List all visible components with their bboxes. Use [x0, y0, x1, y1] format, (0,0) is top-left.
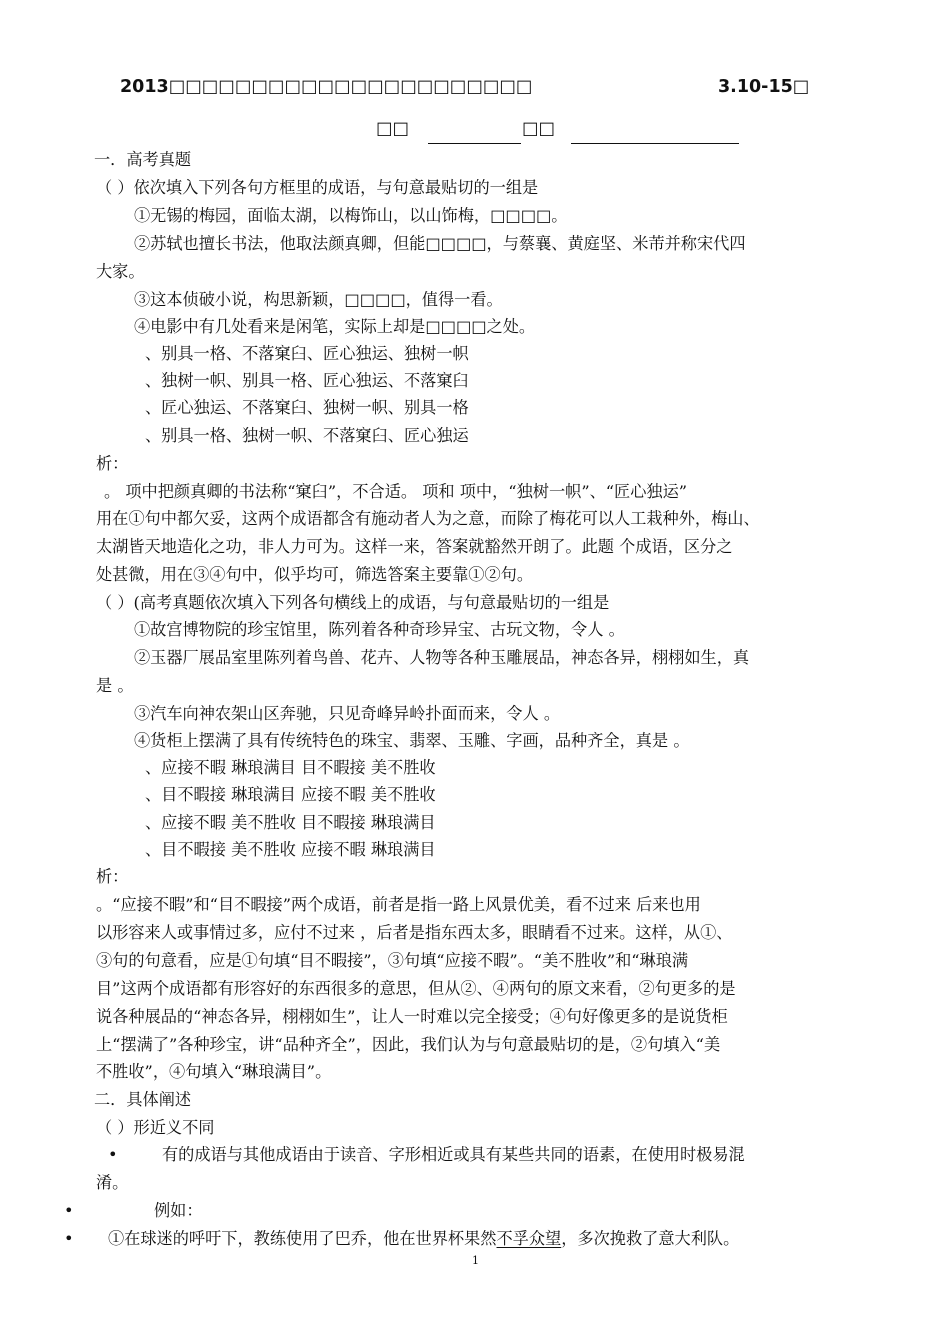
sentence-item: ④电影中有几处看来是闲笔，实际上却是□□□□之处。: [134, 317, 536, 336]
name-blank-line: [571, 143, 739, 144]
document-title: 2013□□□□□□□□□□□□□□□□□□□□□□: [120, 77, 533, 97]
sentence-item: ①无锡的梅园，面临太湖，以梅饰山，以山饰梅，□□□□。: [134, 206, 568, 225]
sentence-item: ①故宫博物院的珍宝馆里，陈列着各种奇珍异宝、古玩文物，令人 。: [134, 620, 625, 639]
analysis-text: 。“应接不暇”和“目不暇接”两个成语，前者是指一路上风景优美，看不过来 后来也用: [96, 895, 701, 914]
analysis-text: 说各种展品的“神态各异，栩栩如生”，让人一时难以完全接受；④句好像更多的是说货柜: [96, 1007, 728, 1026]
analysis-label: 析：: [96, 867, 129, 886]
underlined-idiom: 不孚众望: [496, 1229, 562, 1248]
analysis-text: ③句的句意看，应是①句填“目不暇接”，③句填“应接不暇”。“美不胜收”和“琳琅满: [96, 951, 689, 970]
page-number: 1: [472, 1254, 479, 1267]
example-sentence-start: ①在球迷的呼吁下，教练使用了巴乔，他在世界杯果然: [108, 1229, 497, 1248]
subsection-heading: （ ）形近义不同: [96, 1118, 215, 1137]
bullet-icon: •: [108, 1145, 118, 1164]
answer-option: 、应接不暇 琳琅满目 目不暇接 美不胜收: [145, 758, 436, 777]
answer-option: 、匠心独运、不落窠臼、独树一帜、别具一格: [145, 398, 469, 417]
text-line: 是 。: [96, 676, 134, 695]
bullet-icon: •: [64, 1229, 74, 1248]
document-date: 3.10-15□: [718, 77, 810, 97]
section-heading: 二．具体阐述: [94, 1090, 192, 1109]
text-line: 淆。: [96, 1173, 129, 1192]
answer-option: 、别具一格、独树一帜、不落窠臼、匠心独运: [145, 426, 469, 445]
sentence-item: ③汽车向神农架山区奔驰，只见奇峰异岭扑面而来，令人 。: [134, 704, 561, 723]
analysis-text: 目”这两个成语都有形容好的东西很多的意思，但从②、④两句的原文来看，②句更多的是: [96, 979, 736, 998]
answer-option: 、目不暇接 琳琅满目 应接不暇 美不胜收: [145, 785, 436, 804]
question-stem: （ ）依次填入下列各句方框里的成语，与句意最贴切的一组是: [96, 178, 539, 197]
answer-option: 、目不暇接 美不胜收 应接不暇 琳琅满目: [145, 840, 436, 859]
class-label: □□: [376, 119, 410, 139]
analysis-text: 以形容来人或事情过多，应付不过来 ，后者是指东西太多，眼睛看不过来。这样，从①、: [96, 923, 733, 942]
analysis-text: 处甚微，用在③④句中，似乎均可，筛选答案主要靠①②句。: [96, 565, 534, 584]
sentence-item: ②苏轼也擅长书法，他取法颜真卿，但能□□□□，与蔡襄、黄庭坚、米芾并称宋代四: [134, 234, 746, 253]
analysis-text: 。 项中把颜真卿的书法称“窠臼”，不合适。 项和 项中，“独树一帜”、“匠心独运”: [104, 482, 688, 501]
bullet-icon: •: [64, 1201, 74, 1220]
text-line: 大家。: [96, 262, 145, 281]
answer-option: 、应接不暇 美不胜收 目不暇接 琳琅满目: [145, 813, 436, 832]
question-stem: （ ）(高考真题依次填入下列各句横线上的成语，与句意最贴切的一组是: [96, 593, 610, 612]
answer-option: 、别具一格、不落窠臼、匠心独运、独树一帜: [145, 344, 469, 363]
class-blank-line: [428, 143, 521, 144]
analysis-label: 析：: [96, 454, 129, 473]
analysis-text: 上“摆满了”各种珍宝，讲“品种齐全”，因此，我们认为与句意最贴切的是，②句填入“美: [96, 1035, 721, 1054]
analysis-text: 用在①句中都欠妥，这两个成语都含有施动者人为之意，而除了梅花可以人工栽种外，梅山、: [96, 509, 760, 528]
bullet-text: 有的成语与其他成语由于读音、字形相近或具有某些共同的语素，在使用时极易混: [162, 1145, 745, 1164]
name-label: □□: [522, 119, 556, 139]
analysis-text: 太湖皆天地造化之功，非人力可为。这样一来，答案就豁然开朗了。此题 个成语，区分之: [96, 537, 733, 556]
sentence-item: ②玉器厂展品室里陈列着鸟兽、花卉、人物等各种玉雕展品，神态各异，栩栩如生，真: [134, 648, 750, 667]
sentence-item: ④货柜上摆满了具有传统特色的珠宝、翡翠、玉雕、字画，品种齐全，真是 。: [134, 731, 690, 750]
example-sentence-end: ，多次挽救了意大利队。: [561, 1229, 740, 1248]
bullet-text: 例如：: [154, 1201, 203, 1220]
analysis-text: 不胜收”，④句填入“琳琅满目”。: [96, 1062, 332, 1081]
answer-option: 、独树一帜、别具一格、匠心独运、不落窠臼: [145, 371, 469, 390]
section-heading: 一．高考真题: [94, 150, 192, 169]
example-sentence: [108, 1228, 739, 1250]
sentence-item: ③这本侦破小说，构思新颖，□□□□，值得一看。: [134, 290, 503, 309]
